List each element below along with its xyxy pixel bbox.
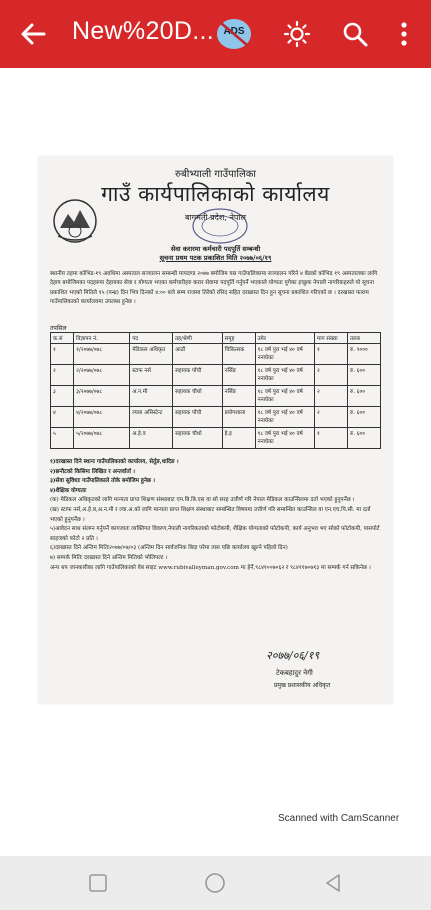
cell-ad-no: ५/२०७७/०७८ [74,428,130,449]
cell-level: आठौं [173,344,223,365]
col-header-salary: तलब [347,333,380,344]
office-address: बागमती प्रदेश, नेपाल [185,213,246,222]
table-row [51,344,381,365]
home-circle-icon[interactable] [204,872,226,894]
detail-item: (क) मेडिकल अधिकृतको लागि मान्यता प्राप्त शिक्षण संस्थाबाट एम.बि.बि.एस वा सो सरह उत्तीर्ण गरि नेपाल मेडिकल काउन्सिलमा दर्ता भएको हुनुपर्नेछ । [50,497,355,504]
cell-sn: ४ [51,407,74,428]
ads-label: ADS [223,26,245,37]
app-bar [0,0,431,68]
detail-item: ७) सम्पर्क मितिः दरखास्त दिने अन्तिम मितिको भोलिपल्ट । [50,554,168,561]
cell-ad-no: १/२०७७/०७८ [74,344,130,365]
no-ads-icon [217,19,251,49]
cell-count: १ [314,428,347,449]
vacancy-table [50,332,381,449]
system-nav-bar [0,856,431,910]
col-header-level: तह/श्रेणी [173,333,223,344]
cell-age: १८ वर्ष पुरा भई ४० वर्ष ननाघेका [255,407,314,428]
notice-intro-paragraph: स्थानीय तहमा कोभिड-१९ अवधिमा अस्पताल सञ्चालन सम्बन्धी मापदण्ड २०७७ बमोजिम यस गाउँपालिकामा सञ्चालन गरिने ४ बेडको कोभिड १९ अस्पतालका लागि देहाय बमोजिमका पदहरुमा देहायका सेवा र योग्यता भएका कर्मचारीहरु करार सेवामा पदपूर्ति गर्नुपर्ने भएकाले योग्यता पुगेका इच्छुक नेपाली नागरिकहरुले यो सूचना प्रकाशित भएको मितिले १५ (पन्ध्र) दिन भित्र दिनको ४:०० बजे सम्म राजस्व तिरेको रसिद सहित दरखास्त दिन हुन सूचना प्रकाशित गरिएको छ । दरखास्त फाराम गाउँपालिकाको कार्यालयमा उपलब्ध हुनेछ । [50,271,378,305]
cell-group: हे.इ [222,428,255,449]
cell-salary: रु. ६०० [347,365,380,386]
detail-item: ४)शैक्षिक योग्यताः [50,487,87,494]
search-icon[interactable] [341,20,369,48]
recents-square-icon[interactable] [87,872,109,894]
detail-item: ६)दरखास्त दिने अन्तिम मितिः२०७७/०७/०३ (अन्तिम दिन सार्वजनिक बिदा परेमा त्यस पछि कार्यालय खुल्ने पहिलो दिन) [50,545,288,552]
cell-post: स्टाफ नर्स [130,365,173,386]
signatory-name: टेकबहादुर नेगी [276,669,313,677]
cell-age: १८ वर्ष पुरा भई ४० वर्ष ननाघेका [255,365,314,386]
table-label: तपसिल [50,325,67,332]
scanner-watermark: Scanned with CamScanner [278,813,400,824]
cell-salary: रु. ६०० [347,428,380,449]
more-options-icon[interactable] [394,20,414,48]
cell-level: सहायक पाँचौ [173,407,223,428]
cell-group: प्रयोगशाला [222,407,255,428]
back-arrow-icon[interactable] [18,19,48,49]
detail-item: १)दरखास्त दिने स्थानः गाउँपालिकाको कार्यालय, सेर्तुङ,धादिङ । [50,459,179,465]
cell-ad-no: २/२०७७/०७८ [74,365,130,386]
cell-level: सहायक चौथो [173,428,223,449]
document-viewer[interactable] [0,68,431,856]
cell-sn: १ [51,344,74,365]
detail-item: ३)सेवा सुविधाः गाउँपालिकाले तोके बमोजिम हुनेछ । [50,478,155,485]
cell-age: १८ वर्ष पुरा भई ४० वर्ष ननाघेका [255,386,314,407]
cell-group: नर्सिङ [222,386,255,407]
cell-post: अ.न.मी [130,386,173,407]
office-name: गाउँ कार्यपालिकाको कार्यालय [101,182,330,206]
brightness-icon[interactable] [283,20,311,48]
back-triangle-icon[interactable] [322,872,344,894]
cell-post: अ.हे.व [130,428,173,449]
cell-salary: रु. ९००० [347,344,380,365]
document-title: New%20D... [72,17,214,45]
table-row [51,386,381,407]
detail-item: २)छनौटको किसिमः लिखित र अन्तर्वार्ता । [50,468,136,475]
table-row [51,428,381,449]
cell-count: २ [314,365,347,386]
cell-sn: ३ [51,386,74,407]
col-header-age: उमेर [255,333,314,344]
cell-group: नर्सिङ [222,365,255,386]
cell-post: मेडिकल अधिकृत [130,344,173,365]
cell-ad-no: ३/२०७७/०७८ [74,386,130,407]
cell-count: २ [314,386,347,407]
cell-age: १८ वर्ष पुरा भई ४० वर्ष ननाघेका [255,428,314,449]
cell-level: सहायक चौथो [173,386,223,407]
col-header-post: पद [130,333,173,344]
cell-sn: ५ [51,428,74,449]
cell-salary: रु. ६०० [347,407,380,428]
cell-level: सहायक पाँचौ [173,365,223,386]
notice-subject: सेवा करारमा कर्मचारी पदपूर्ति सम्बन्धी [170,245,261,253]
col-header-sn: क.सं [51,333,74,344]
signature: २०७७/०६/१९ [266,649,320,662]
cell-ad-no: ४/२०७७/०७८ [74,407,130,428]
signatory-title: प्रमुख प्रशासकीय अधिकृत [274,682,331,689]
col-header-ad-no: विज्ञापन नं. [74,333,130,344]
cell-count: २ [314,407,347,428]
table-row [51,365,381,386]
municipality-name: रुबीभ्याली गाउँपालिका [175,169,256,180]
col-header-group: समूह [222,333,255,344]
cell-age: १८ वर्ष पुरा भई ४० वर्ष ननाघेका [255,344,314,365]
cell-post: ल्याब असिस्टेन्ट [130,407,173,428]
table-header-row [51,333,381,344]
detail-item: (ख) स्टाफ नर्स,अ.हे.ब,अ.न.मी र ल्या.अ.को लागि मान्यता प्राप्त शिक्षण संस्थाबाट सम्बन्धित विषयमा उत्तीर्ण गरि सम्बन्धित काउन्सिल वा एन.एच.पि.सी. मा दर्ता भएको हुनुपर्नेछ । [50,506,371,523]
notice-details [50,458,382,573]
notice-date-line: सूचना प्रथम पटक प्रकाशित मिति २०७७/०६/१९ [159,254,272,262]
cell-salary: रु. ६०० [347,386,380,407]
detail-item: अन्य थप जानकारीका लागि गाउँपालिकाको वेब साइट www.rubivalleyman.gov.com मा हेर्ने,९८४१००७०६२ र ९८४११७०७१३ मा सम्पर्क गर्न सकिनेछ । [50,564,371,571]
detail-item: ५)आवेदन साथ संलग्न गर्नुपर्ने कागजातः व्यक्तिगत विवरण,नेपाली नागरिकताको फोटोकपी, शैक्षिक योग्यताको फोटोकपी, कार्य अनुभव भए सोको फोटोकपी, पासपोर्ट साइजको फोटो २ प्रति । [50,526,380,542]
cell-count: १ [314,344,347,365]
cell-group: चिकित्सक [222,344,255,365]
scanned-page [38,156,393,704]
cell-sn: २ [51,365,74,386]
col-header-count: माग संख्या [314,333,347,344]
remove-ads-button[interactable] [217,19,251,49]
table-row [51,407,381,428]
